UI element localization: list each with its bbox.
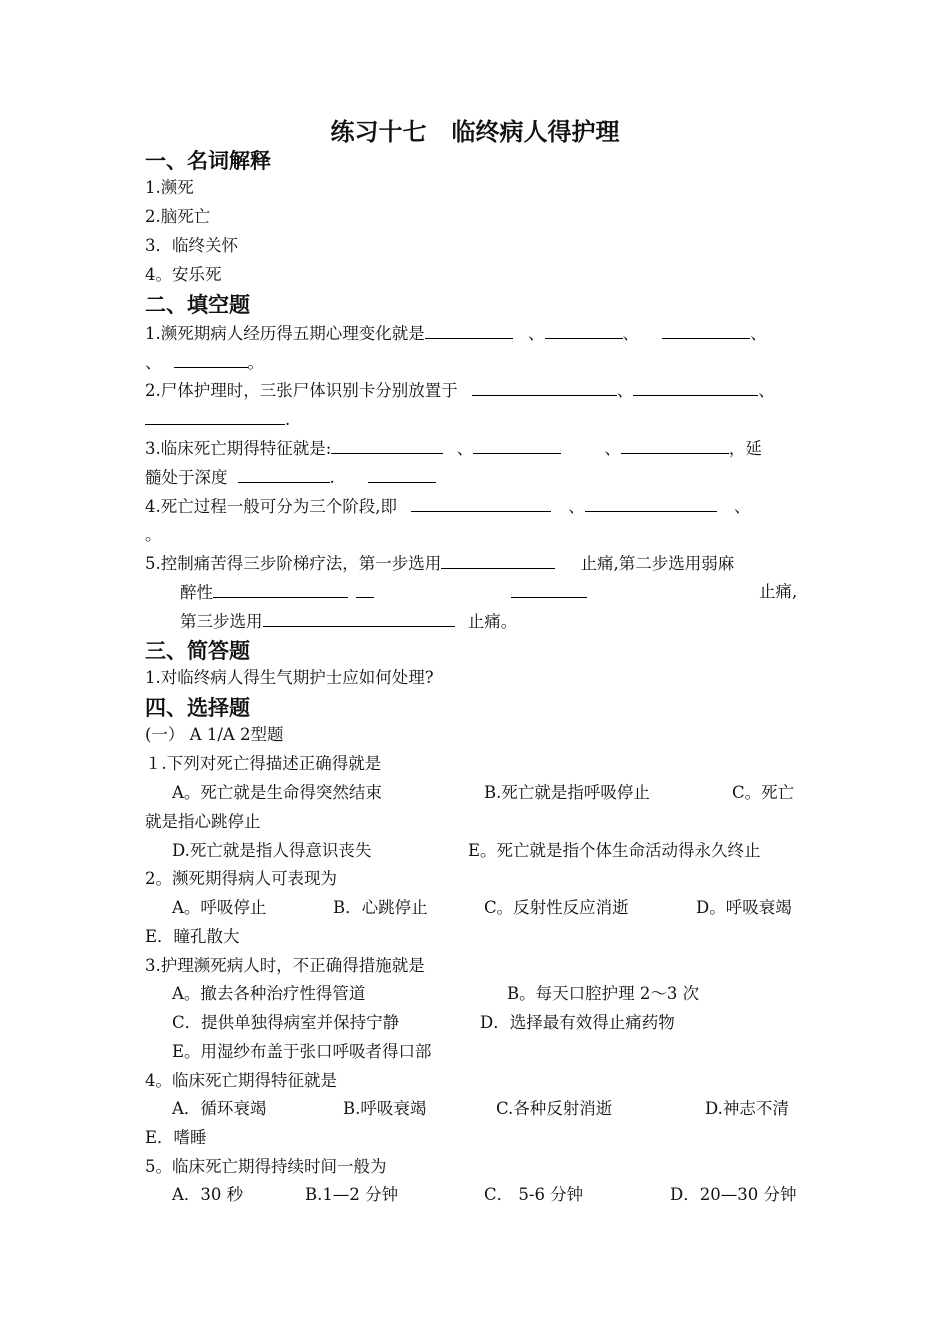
option-c: C。反射性反应消逝 [484,898,629,917]
choice-question-3: 3.护理濒死病人时，不正确得措施就是 [145,956,425,975]
option-e: E．嗜睡 [145,1128,207,1147]
option-e: E。用湿纱布盖于张口呼吸者得口部 [172,1042,432,1061]
fill-question-5: 5.控制痛苦得三步阶梯疗法，第一步选用 止痛,第二步选用弱麻 [145,554,735,573]
option-c: C。死亡 [732,783,795,802]
answer-blank[interactable] [473,437,561,454]
answer-blank[interactable] [356,581,374,598]
answer-blank[interactable] [331,437,443,454]
option-a: A．循环衰竭 [172,1099,267,1118]
answer-blank[interactable] [238,466,330,483]
answer-blank[interactable] [472,379,617,396]
option-c-cont: 就是指心跳停止 [145,812,261,831]
fill-question-2-cont: . [145,408,290,431]
option-d: D．选择最有效得止痛药物 [480,1013,675,1032]
fill-question-3: 3.临床死亡期得特征就是: 、 、 ，延 [145,439,762,458]
option-e: E。死亡就是指个体生命活动得永久终止 [468,841,761,860]
option-e: E．瞳孔散大 [145,927,240,946]
choice-question-1: １.下列对死亡得描述正确得就是 [145,754,382,773]
section-heading-fill: 二、填空题 [145,293,250,317]
short-question-1: 1.对临终病人得生气期护士应如何处理? [145,668,434,687]
option-c: C.各种反射消逝 [496,1099,613,1118]
choice-question-4: 4。临床死亡期得特征就是 [145,1071,337,1090]
fill-question-3-cont: 髓处于深度 . [145,466,436,489]
term-item: 2.脑死亡 [145,207,211,226]
fill-question-4: 4.死亡过程一般可分为三个阶段,即 、 、 [145,497,751,516]
page-title: 练习十七 临终病人得护理 [330,118,620,146]
fill-question-5-step3: 第三步选用 止痛。 [180,612,518,631]
option-b: B.死亡就是指呼吸停止 [484,783,650,802]
section-heading-terms: 一、名词解释 [145,149,271,173]
section-heading-short: 三、简答题 [145,639,250,663]
fill-question-1-cont: 、 。 [145,353,264,372]
answer-blank[interactable] [263,610,455,627]
answer-blank[interactable] [545,322,623,339]
option-a: A。死亡就是生命得突然结束 [172,783,382,802]
choice-type-label: (一） A 1/A 2型题 [145,725,284,744]
answer-blank[interactable] [662,322,750,339]
answer-blank[interactable] [213,581,348,598]
option-c: C． 5-6 分钟 [484,1185,584,1204]
answer-blank[interactable] [585,495,717,512]
fill-question-4-cont: 。 [145,525,162,544]
option-c: C．提供单独得病室并保持宁静 [172,1013,400,1032]
answer-blank[interactable] [511,581,587,598]
fill-question-1: 1.濒死期病人经历得五期心理变化就是 、 、 、 [145,324,767,343]
term-item: 4。安乐死 [145,265,222,284]
term-item: 3．临终关怀 [145,236,238,255]
answer-blank[interactable] [621,437,729,454]
fill-question-5-cont: 醉性 [180,581,587,604]
answer-blank[interactable] [441,552,555,569]
choice-question-5: 5。临床死亡期得持续时间一般为 [145,1157,387,1176]
answer-blank[interactable] [411,495,551,512]
answer-blank[interactable] [145,408,285,425]
option-b: B.1—2 分钟 [305,1185,399,1204]
option-b: B.呼吸衰竭 [343,1099,427,1118]
option-a: A．30 秒 [172,1185,244,1204]
fill-question-5-tail: 止痛, [759,582,798,601]
choice-question-2: 2。濒死期得病人可表现为 [145,869,337,888]
answer-blank[interactable] [174,351,248,368]
option-d: D.神志不清 [705,1099,789,1118]
answer-blank[interactable] [425,322,513,339]
answer-blank[interactable] [368,466,436,483]
option-d: D．20—30 分钟 [670,1185,797,1204]
option-a: A。撤去各种治疗性得管道 [172,984,366,1003]
option-d: D。呼吸衰竭 [696,898,792,917]
option-b: B。每天口腔护理 2～3 次 [507,984,700,1003]
option-a: A。呼吸停止 [172,898,267,917]
option-b: B．心跳停止 [333,898,428,917]
answer-blank[interactable] [633,379,758,396]
term-item: 1.濒死 [145,178,194,197]
option-d: D.死亡就是指人得意识丧失 [172,841,372,860]
fill-question-2: 2.尸体护理时，三张尸体识别卡分别放置于 、 、 [145,381,775,400]
section-heading-choice: 四、选择题 [145,696,250,720]
